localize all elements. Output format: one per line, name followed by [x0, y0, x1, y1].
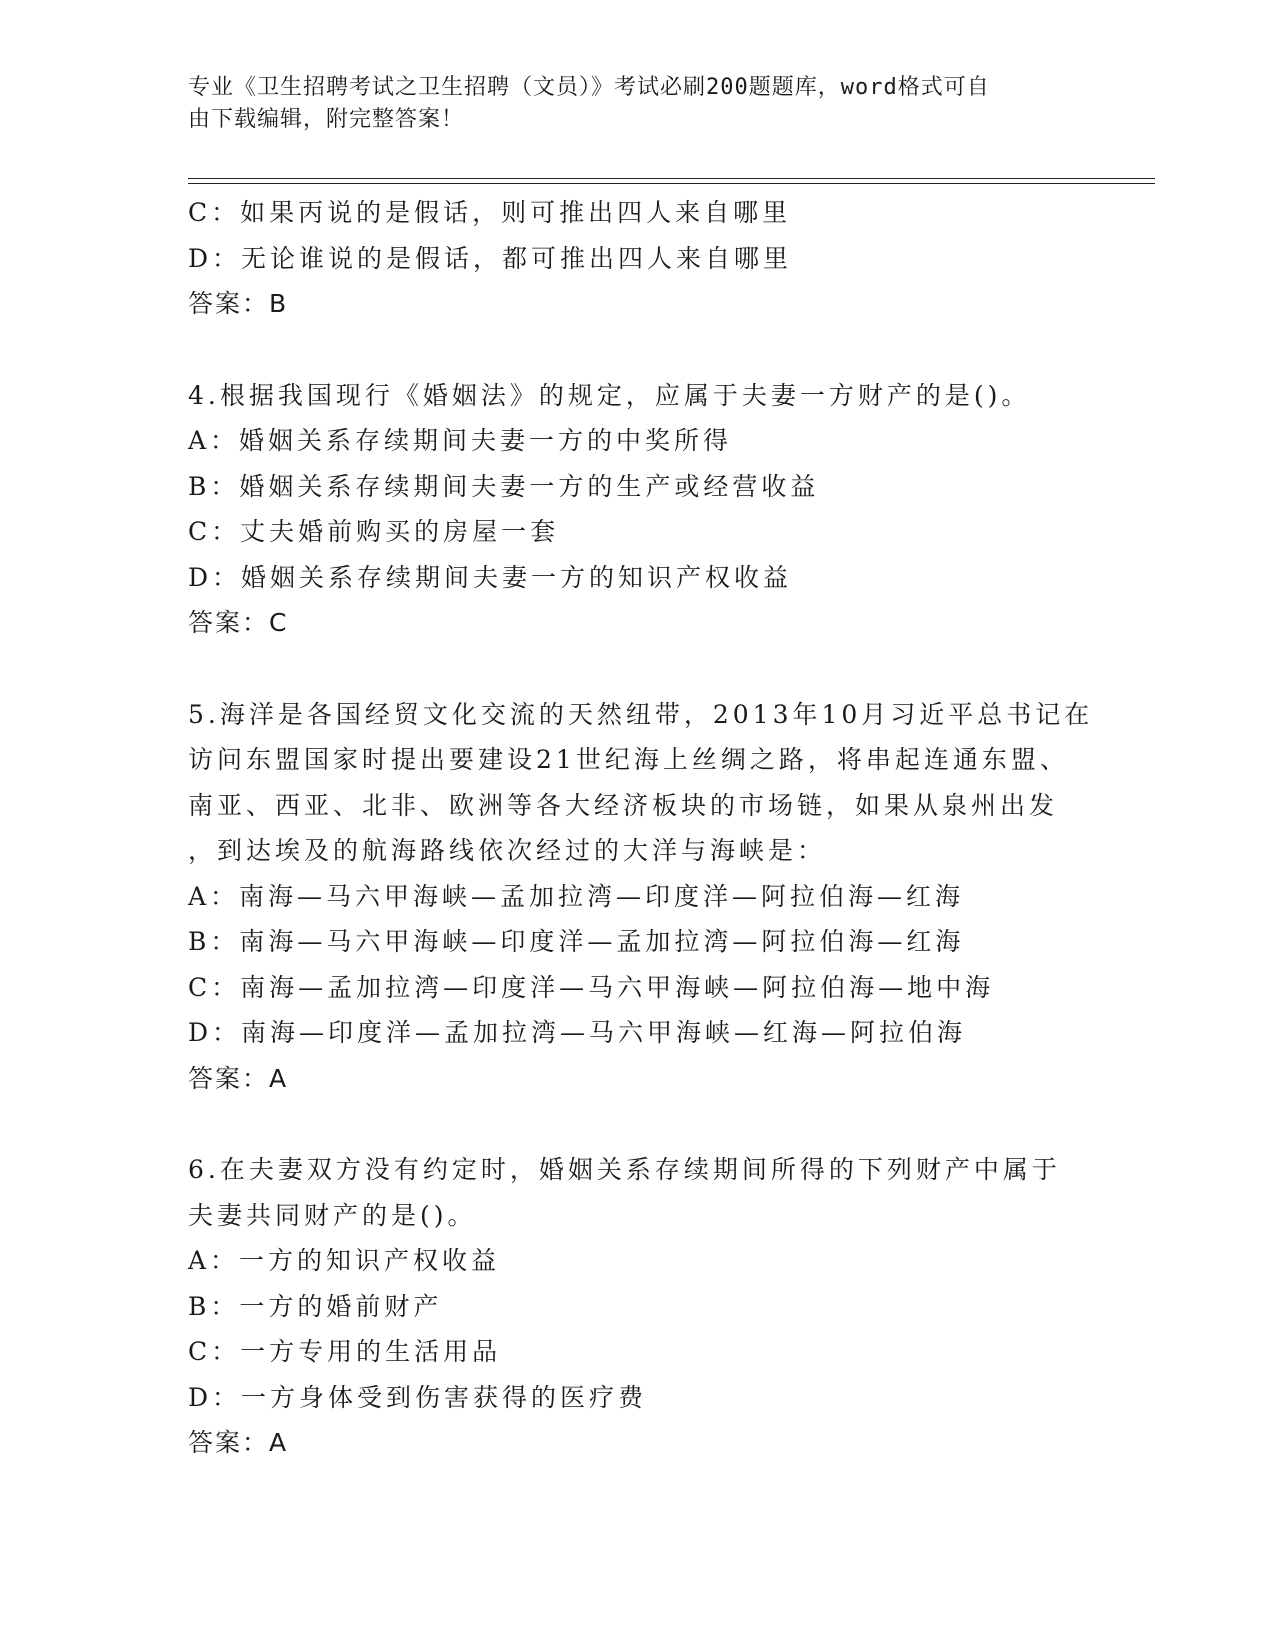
option-d: D：南海—印度洋—孟加拉湾—马六甲海峡—红海—阿拉伯海 [188, 1018, 967, 1047]
answer-label: 答案：B [188, 289, 289, 318]
option-c: C：如果丙说的是假话，则可推出四人来自哪里 [188, 198, 792, 227]
question-stem: 6.在夫妻双方没有约定时，婚姻关系存续期间所得的下列财产中属于 [188, 1155, 1061, 1184]
option-b: B：婚姻关系存续期间夫妻一方的生产或经营收益 [188, 471, 820, 501]
question-block-4 [188, 373, 1088, 646]
question-block-prev [188, 190, 1088, 327]
option-d: D：无论谁说的是假话，都可推出四人来自哪里 [188, 243, 793, 273]
header-line-2: 由下载编辑，附完整答案！ [188, 107, 465, 132]
question-block-5 [188, 692, 1094, 1102]
spacer [188, 1101, 1088, 1147]
answer-label: 答案：A [188, 1428, 289, 1457]
document-header [188, 72, 1088, 136]
header-divider-bottom [188, 183, 1155, 184]
option-b: B：一方的婚前财产 [188, 1291, 443, 1321]
option-a: A：南海—马六甲海峡—孟加拉湾—印度洋—阿拉伯海—红海 [188, 881, 965, 911]
question-block-6 [188, 1147, 1088, 1466]
question-stem: 夫妻共同财产的是()。 [188, 1200, 477, 1230]
question-stem: 5.海洋是各国经贸文化交流的天然纽带，2013年10月习近平总书记在 [188, 699, 1094, 729]
header-divider-top [188, 178, 1155, 179]
spacer [188, 646, 1088, 692]
option-a: A：一方的知识产权收益 [188, 1246, 501, 1275]
option-b: B：南海—马六甲海峡—印度洋—孟加拉湾—阿拉伯海—红海 [188, 927, 965, 956]
header-line-1: 专业《卫生招聘考试之卫生招聘（文员）》考试必刷200题题库，word格式可自 [188, 75, 990, 100]
option-c: C：一方专用的生活用品 [188, 1337, 502, 1366]
option-c: C：南海—孟加拉湾—印度洋—马六甲海峡—阿拉伯海—地中海 [188, 972, 995, 1002]
question-stem: 4.根据我国现行《婚姻法》的规定，应属于夫妻一方财产的是()。 [188, 380, 1031, 410]
option-a: A：婚姻关系存续期间夫妻一方的中奖所得 [188, 426, 733, 455]
answer-label: 答案：C [188, 608, 289, 637]
question-list [188, 190, 1094, 1466]
question-stem: 访问东盟国家时提出要建设21世纪海上丝绸之路，将串起连通东盟、 [188, 745, 1069, 774]
option-c: C：丈夫婚前购买的房屋一套 [188, 517, 560, 546]
spacer [188, 327, 1088, 373]
answer-label: 答案：A [188, 1063, 289, 1093]
question-stem: 南亚、西亚、北非、欧洲等各大经济板块的市场链，如果从泉州出发 [188, 790, 1059, 820]
option-d: D：婚姻关系存续期间夫妻一方的知识产权收益 [188, 562, 793, 592]
question-stem: ，到达埃及的航海路线依次经过的大洋与海峡是： [188, 836, 827, 865]
option-d: D：一方身体受到伤害获得的医疗费 [188, 1382, 648, 1412]
